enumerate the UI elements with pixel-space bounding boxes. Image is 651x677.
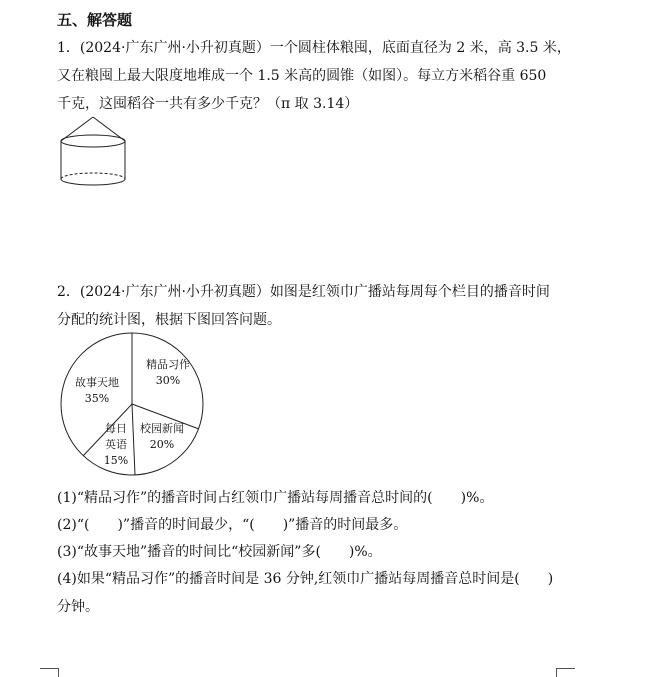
q2-sub4: (4)如果“精品习作”的播音时间是 36 分钟,红领巾广播站每周播音总时间是( ) (57, 571, 554, 587)
section-title: 五、解答题 (57, 11, 133, 29)
slice-label-meiri-2: 英语 (105, 438, 127, 451)
page-corner-mark-left (40, 668, 59, 677)
q2-line2: 分配的统计图，根据下图回答问题。 (57, 312, 281, 328)
slice-label-xiaoyuan: 校园新闻 (140, 422, 184, 435)
pie-divider-bottom (132, 404, 135, 475)
slice-value-meiri: 15% (103, 454, 129, 467)
q2-sub3: (3)“故事天地”播音的时间比“校园新闻”多( )%。 (57, 544, 382, 560)
slice-label-gushi: 故事天地 (75, 376, 119, 389)
q2-line1: 2．(2024·广东广州·小升初真题）如图是红领巾广播站每周每个栏目的播音时间 (57, 284, 550, 300)
q2-sub1: (1)“精品习作”的播音时间占红领巾广播站每周播音总时间的( )%。 (57, 490, 494, 506)
q1-line2: 又在粮囤上最大限度地堆成一个 1.5 米高的圆锥（如图）。每立方米稻谷重 650 (57, 68, 547, 84)
pie-chart (55, 331, 210, 477)
slice-label-meiri-1: 每日 (105, 422, 127, 435)
q1-line1: 1．(2024·广东广州·小升初真题）一个圆柱体粮囤，底面直径为 2 米，高 3.5 米， (57, 40, 571, 56)
slice-value-gushi: 35% (84, 392, 110, 405)
q2-sub2: (2)“( )”播音的时间最少，“( )”播音的时间最多。 (57, 517, 408, 533)
slice-label-jingpin: 精品习作 (146, 358, 190, 371)
cylinder-cone-figure (55, 113, 133, 189)
q2-sub4-cont: 分钟。 (57, 599, 99, 615)
slice-value-jingpin: 30% (155, 374, 181, 387)
q1-line3: 千克，这囤稻谷一共有多少千克？（π 取 3.14） (57, 96, 359, 112)
slice-value-xiaoyuan: 20% (149, 438, 175, 451)
page-corner-mark-right (556, 668, 575, 677)
